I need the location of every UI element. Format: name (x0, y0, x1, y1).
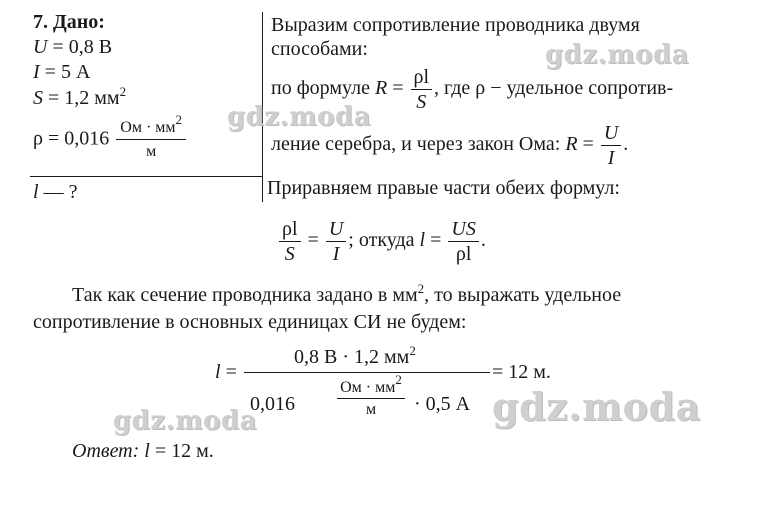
eq-whence-text: ; откуда (348, 229, 420, 252)
line4-prefix: ление серебра, и через закон Ома: (271, 133, 566, 156)
answer-value: = 12 м. (149, 440, 214, 462)
current-value: = 5 А (39, 61, 91, 83)
line3-suffix: , где ρ − удельное сопротив- (434, 77, 674, 100)
resistivity-symbol: ρ (33, 127, 43, 150)
area-exponent: 2 (119, 84, 127, 99)
paragraph-line-2: сопротивление в основных единицах СИ не будем: (33, 311, 467, 333)
line3-fraction (411, 66, 433, 113)
eq-right-den: I (332, 243, 340, 265)
eq-left-fraction (279, 218, 301, 265)
para1-text-b: , то выражать удельное (424, 284, 622, 306)
problem-number: 7. Дано: (33, 11, 105, 33)
given-voltage (33, 36, 112, 58)
watermark-bottom-left: gdz.moda (113, 406, 258, 436)
line3-num-text: ρl (413, 66, 430, 88)
watermark-middle: gdz.moda (227, 102, 372, 132)
para1-text-a: Так как сечение проводника задано в мм (72, 284, 418, 306)
equation-equate (277, 218, 486, 265)
line4-r-symbol: R (565, 133, 578, 156)
line3-equals: = (387, 77, 409, 100)
watermark-top-right: gdz.moda (545, 40, 690, 70)
calc-den-unit-num: Ом · мм (340, 379, 396, 396)
solution-line-2: способами: (271, 38, 368, 60)
solution-line-5: Приравняем правые части обеих формул: (267, 177, 620, 199)
calc-equals: = (220, 361, 237, 383)
answer-line (72, 440, 214, 462)
find-quantity (33, 181, 77, 203)
watermark-bottom-right: gdz.moda (492, 384, 701, 429)
given-divider-horizontal (30, 176, 263, 177)
area-value: = 1,2 мм (43, 87, 120, 109)
resistivity-value: = 0,016 (42, 127, 110, 150)
voltage-symbol: U (33, 36, 48, 58)
calc-den-current: · 0,5 А (414, 393, 471, 415)
resistivity-unit-den: м (146, 143, 157, 160)
eq-right-fraction (326, 218, 346, 265)
calc-fraction-bar (244, 372, 490, 373)
calc-den-value: 0,016 (250, 393, 295, 415)
given-resistivity (33, 112, 188, 163)
line3-fraction-num (411, 66, 433, 90)
eq-result-den: ρl (455, 243, 472, 265)
given-area (33, 84, 127, 111)
resistivity-unit-num: Ом · мм (120, 119, 176, 136)
calc-num-text: 0,8 В · 1,2 мм (294, 346, 410, 368)
line4-fraction-num: U (601, 122, 621, 146)
calc-den-unit-den: м (365, 401, 377, 418)
calc-num-exponent: 2 (409, 343, 416, 358)
resistivity-unit-fraction (116, 112, 186, 163)
line4-fraction-den: I (607, 147, 615, 169)
eq-l-symbol: l (419, 229, 426, 252)
line4-suffix: . (623, 133, 629, 156)
eq-mid-equals: = (302, 229, 324, 252)
eq-right-num: U (326, 218, 346, 242)
given-current (33, 61, 90, 83)
calc-numerator (294, 343, 416, 370)
answer-label: Ответ: (72, 440, 140, 462)
eq-left-num: ρl (279, 218, 301, 242)
eq-end-period: . (480, 229, 486, 252)
line3-r-symbol: R (375, 77, 388, 100)
find-text: — ? (38, 181, 78, 203)
calc-den-unit-exp: 2 (395, 372, 402, 387)
line3-prefix: по формуле (271, 77, 375, 100)
paragraph-line-1 (72, 281, 622, 308)
resistivity-unit-exp: 2 (175, 112, 183, 127)
eq-result-fraction (448, 218, 478, 265)
voltage-value: = 0,8 В (47, 36, 113, 58)
answer-l-symbol: l (144, 440, 150, 462)
find-symbol: l (33, 181, 39, 203)
line3-fraction-den: S (416, 91, 427, 113)
area-symbol: S (33, 87, 43, 109)
calc-den-unit (326, 372, 416, 421)
calc-result: = 12 м. (492, 361, 551, 383)
para1-exponent: 2 (417, 281, 425, 296)
calc-l-symbol: l (215, 361, 221, 383)
eq-left-den: S (284, 243, 295, 265)
eq-result-equals: = (425, 229, 447, 252)
calc-l-equals (215, 361, 237, 383)
current-symbol: I (33, 61, 40, 83)
line4-fraction (601, 122, 621, 169)
line4-equals: = (577, 133, 599, 156)
eq-result-num: US (448, 218, 478, 242)
solution-line-1: Выразим сопротивление проводника двумя (271, 14, 640, 36)
